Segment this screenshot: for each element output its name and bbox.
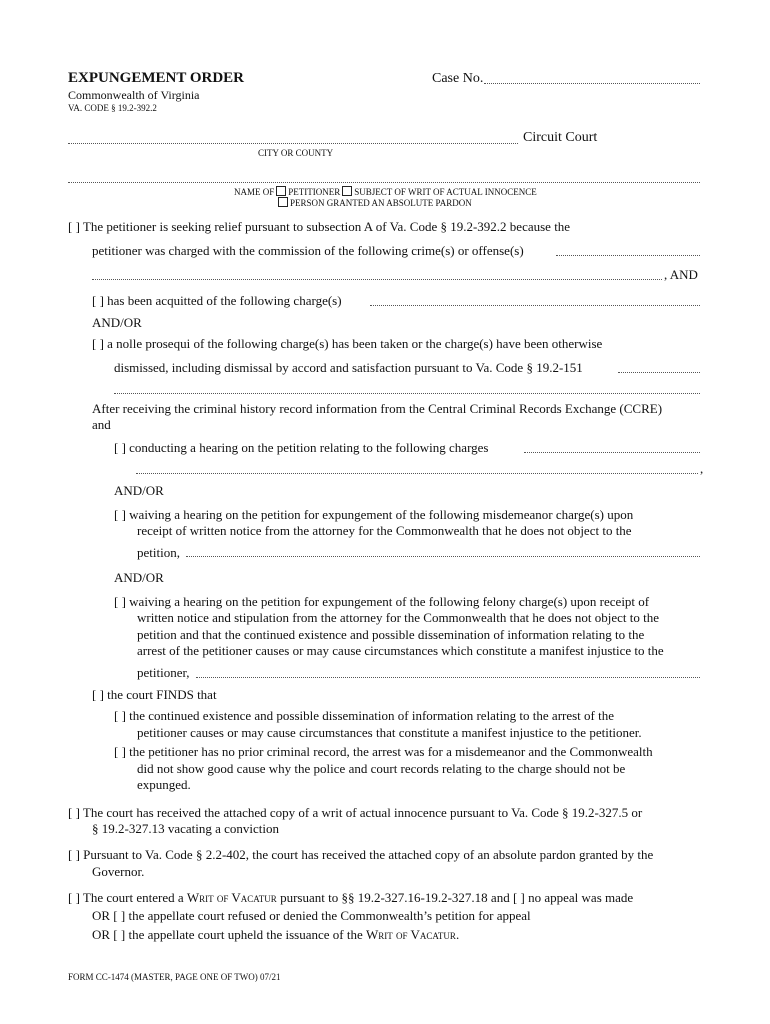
- pardon-line-2: Governor.: [92, 864, 145, 879]
- form-id: FORM CC-1474 (MASTER, PAGE ONE OF TWO) 07/21: [68, 972, 281, 982]
- andor-1: AND/OR: [92, 315, 142, 330]
- offense-field-2[interactable]: [92, 279, 662, 280]
- petitioner-option: PETITIONER: [288, 187, 341, 197]
- writ-subject-option: SUBJECT OF WRIT OF ACTUAL INNOCENCE: [354, 187, 537, 197]
- petitioner-checkbox[interactable]: [276, 186, 286, 196]
- court-label: Circuit Court: [523, 130, 598, 145]
- writ-subject-checkbox[interactable]: [342, 186, 352, 196]
- acquitted-line: [ ] has been acquitted of the following charge(s): [92, 293, 342, 308]
- misdemeanor-line-2: receipt of written notice from the attorney for the Commonwealth that he does not object to the: [137, 523, 632, 538]
- hearing-line: [ ] conducting a hearing on the petition relating to the following charges: [114, 440, 489, 455]
- misdemeanor-line-3: petition,: [137, 545, 180, 560]
- case-number-label: Case No.: [432, 71, 484, 86]
- felony-line-1: [ ] waiving a hearing on the petition for expungement of the following felony charge(s) upon receipt of: [114, 594, 650, 609]
- state-name: Commonwealth of Virginia: [68, 88, 200, 102]
- vacatur-text-b: Writ of Vacatur: [186, 890, 277, 905]
- offense-field-1[interactable]: [556, 255, 700, 256]
- hearing-field-1[interactable]: [524, 452, 700, 453]
- pardon-option-row: [276, 197, 472, 208]
- felony-field[interactable]: [196, 677, 700, 678]
- vacatur-text-e: Writ of Vacatur: [366, 927, 456, 942]
- acquitted-field[interactable]: [370, 305, 700, 306]
- finds-line: [ ] the court FINDS that: [92, 687, 217, 702]
- finds-b-line-1: [ ] the petitioner has no prior criminal record, the arrest was for a misdemeanor and the Commonwealth: [114, 744, 653, 759]
- nolle-line-1: [ ] a nolle prosequi of the following charge(s) has been taken or the charge(s) have been otherwise: [92, 336, 603, 351]
- hearing-field-2[interactable]: [136, 473, 698, 474]
- name-field[interactable]: [68, 182, 700, 183]
- misdemeanor-line-1: [ ] waiving a hearing on the petition for expungement of the following misdemeanor charge(s) upon: [114, 507, 634, 522]
- nolle-field-2[interactable]: [114, 393, 700, 394]
- nolle-field-1[interactable]: [618, 372, 700, 373]
- vacatur-text-d: OR [ ] the appellate court upheld the issuance of the: [92, 927, 366, 942]
- felony-line-4: arrest of the petitioner causes or may cause circumstances which constitute a manifest injustice to the: [137, 643, 664, 658]
- court-sublabel: CITY OR COUNTY: [258, 148, 334, 158]
- vacatur-line-2: OR [ ] the appellate court refused or denied the Commonwealth’s petition for appeal: [92, 908, 531, 923]
- name-of-label: [234, 186, 537, 197]
- felony-line-5: petitioner,: [137, 665, 190, 680]
- finds-a-line-2: petitioner causes or may cause circumstances that constitute a manifest injustice to the petitioner.: [137, 725, 642, 740]
- name-of-text: NAME OF: [234, 187, 275, 197]
- misdemeanor-field[interactable]: [186, 556, 700, 557]
- vacatur-line-1: [68, 890, 633, 906]
- code-citation: VA. CODE § 19.2-392.2: [68, 103, 157, 113]
- andor-3: AND/OR: [114, 570, 164, 585]
- pardon-line-1: [ ] Pursuant to Va. Code § 2.2-402, the court has received the attached copy of an absolute pardon granted by the: [68, 847, 654, 862]
- vacatur-text-c: pursuant to §§ 19.2-327.16-19.2-327.18 and [ ] no appeal was made: [276, 890, 634, 905]
- hearing-comma: ,: [700, 461, 704, 476]
- ccre-line: After receiving the criminal history record information from the Central Criminal Records Exchange (CCRE): [92, 401, 663, 416]
- vacatur-text-a: [ ] The court entered a: [68, 890, 187, 905]
- vacatur-line-3: [92, 927, 459, 943]
- and-line: and: [92, 417, 111, 432]
- page-title: EXPUNGEMENT ORDER: [68, 70, 244, 86]
- felony-line-2: written notice and stipulation from the attorney for the Commonwealth that he does not object to the: [137, 610, 660, 625]
- and-label: , AND: [664, 267, 698, 282]
- vacatur-text-f: .: [455, 927, 460, 942]
- finds-a-line-1: [ ] the continued existence and possible dissemination of information relating to the arrest of the: [114, 708, 614, 723]
- pardon-option: PERSON GRANTED AN ABSOLUTE PARDON: [290, 198, 472, 208]
- case-number-field[interactable]: [484, 83, 700, 84]
- relief-line-1: [ ] The petitioner is seeking relief pursuant to subsection A of Va. Code § 19.2-392.2 because the: [68, 219, 571, 234]
- court-city-field[interactable]: [68, 143, 518, 144]
- relief-line-2: petitioner was charged with the commission of the following crime(s) or offense(s): [92, 243, 524, 258]
- writ-innocence-line-1: [ ] The court has received the attached copy of a writ of actual innocence pursuant to Va. Code § 19.2-327.5 or: [68, 805, 643, 820]
- finds-b-line-2: did not show good cause why the police and court records relating to the charge should not be: [137, 761, 626, 776]
- andor-2: AND/OR: [114, 483, 164, 498]
- nolle-line-2: dismissed, including dismissal by accord and satisfaction pursuant to Va. Code § 19.2-151: [114, 360, 583, 375]
- pardon-checkbox[interactable]: [278, 197, 288, 207]
- finds-b-line-3: expunged.: [137, 777, 191, 792]
- writ-innocence-line-2: § 19.2-327.13 vacating a conviction: [92, 821, 280, 836]
- felony-line-3: petition and that the continued existence and possible dissemination of information relating to the: [137, 627, 645, 642]
